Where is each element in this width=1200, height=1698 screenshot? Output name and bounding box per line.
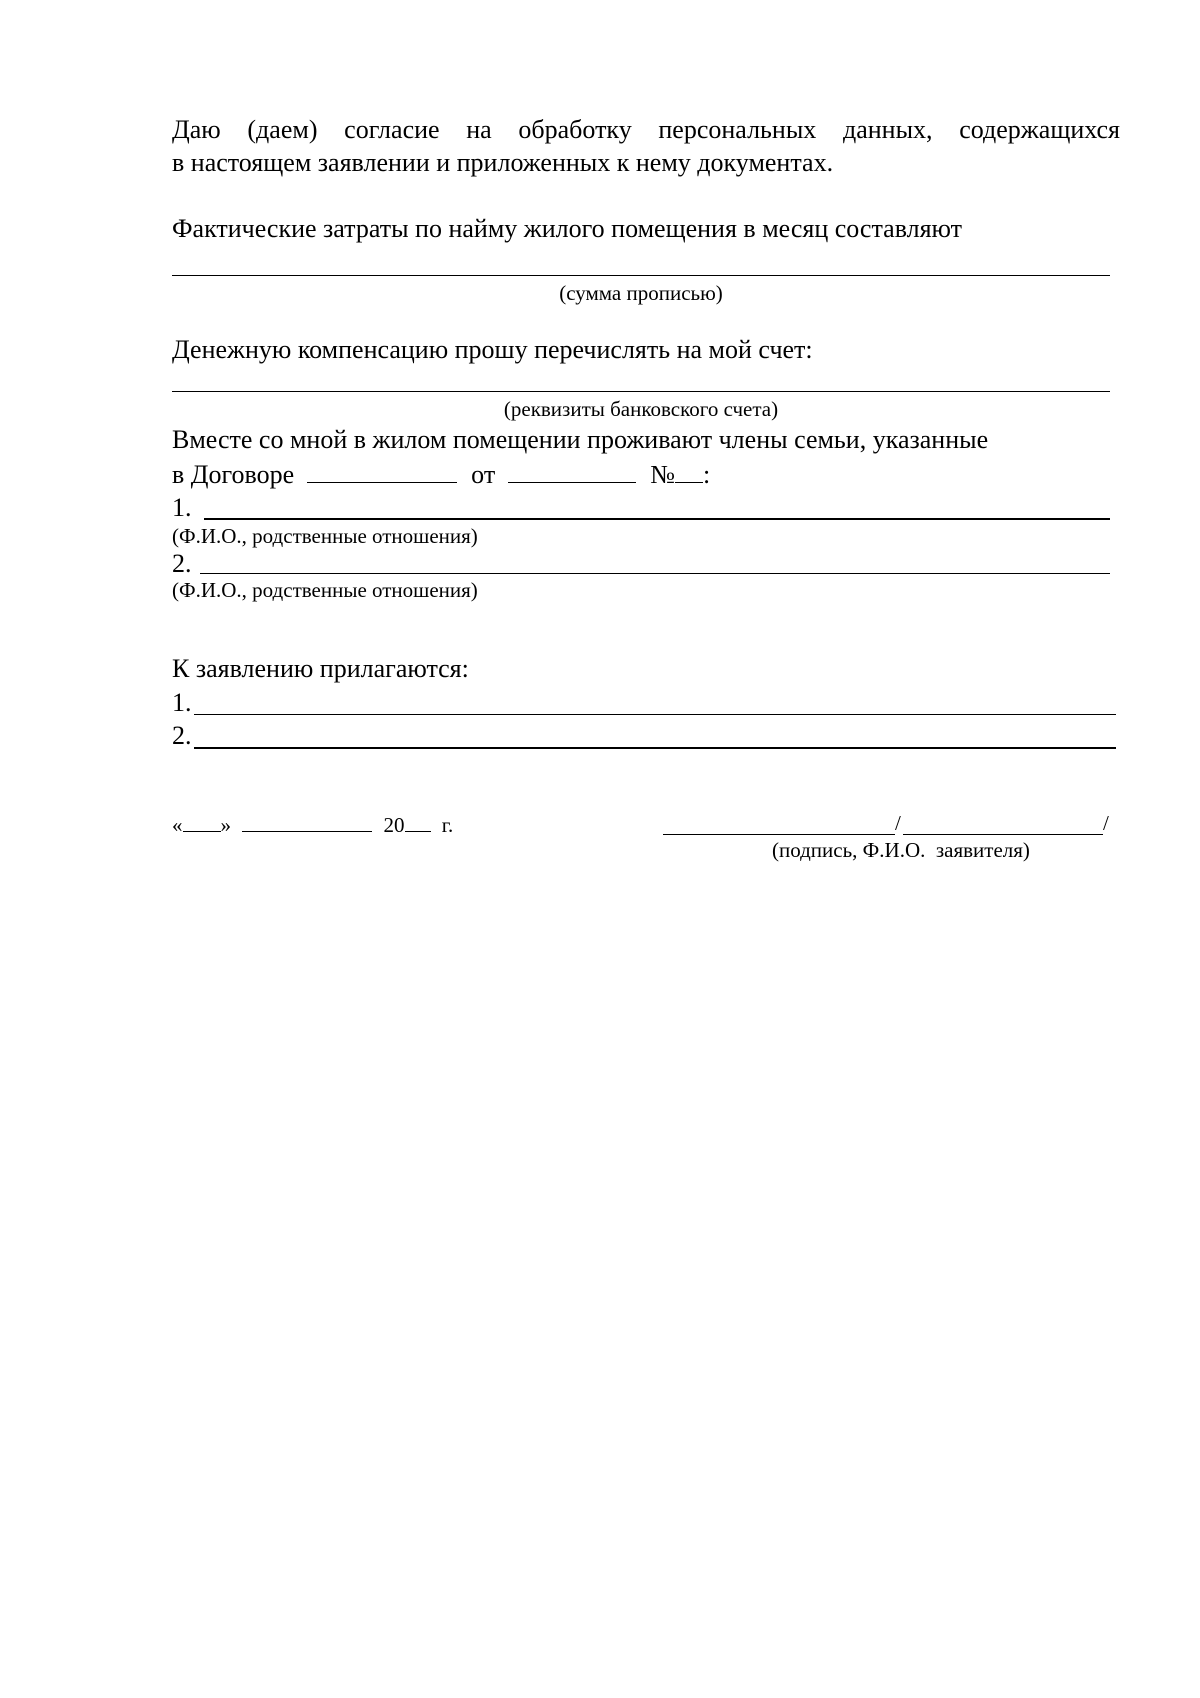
family-member-2-number: 2. [172,549,192,578]
contract-colon: : [703,460,711,489]
family-member-2-line[interactable] [200,573,1110,574]
contract-number-label: № [650,460,676,489]
signature-slash-1: / [895,811,901,835]
attachment-2-line[interactable] [194,747,1116,749]
year-field[interactable] [405,813,431,832]
family-member-1-number: 1. [172,493,192,522]
date-quote-close: » [220,813,231,837]
signature-slash-2: / [1103,811,1109,835]
attachment-1-number: 1. [172,688,192,717]
signature-field[interactable] [663,834,895,835]
costs-amount-line[interactable] [172,275,1110,276]
bank-details-line[interactable] [172,391,1110,392]
date-line [172,813,453,836]
contract-number-field[interactable] [675,460,703,483]
day-field[interactable] [183,813,221,832]
date-quote-open: « [172,813,183,837]
compensation-text: Денежную компенсацию прошу перечислять на мой счет: [172,335,813,364]
family-member-2-caption: (Ф.И.О., родственные отношения) [172,578,478,602]
family-contract-line [172,460,710,488]
attachment-1-line[interactable] [194,714,1116,715]
compensation-caption: (реквизиты банковского счета) [503,397,779,421]
attachments-title: К заявлению прилагаются: [172,654,469,683]
attachment-2-number: 2. [172,721,192,750]
family-line-1: Вместе со мной в жилом помещении проживают члены семьи, указанные [172,425,989,454]
costs-text: Фактические затраты по найму жилого помещения в месяц составляют [172,214,963,243]
signer-name-field[interactable] [903,834,1103,835]
signature-caption: (подпись, Ф.И.О. заявителя) [772,838,1030,862]
contract-prefix: в Договоре [172,460,295,489]
contract-from-label: от [471,460,496,489]
year-prefix: 20 [383,813,405,837]
month-field[interactable] [242,813,372,832]
contract-name-field[interactable] [307,460,457,483]
year-suffix: г. [441,813,454,837]
consent-line-2: в настоящем заявлении и приложенных к нему документах. [172,148,834,177]
costs-caption: (сумма прописью) [559,281,723,305]
contract-date-field[interactable] [508,460,636,483]
family-member-1-caption: (Ф.И.О., родственные отношения) [172,524,478,548]
family-member-1-line[interactable] [204,518,1110,520]
consent-line-1: Даю (даем) согласие на обработку персональных данных, содержащихся [172,115,1120,144]
